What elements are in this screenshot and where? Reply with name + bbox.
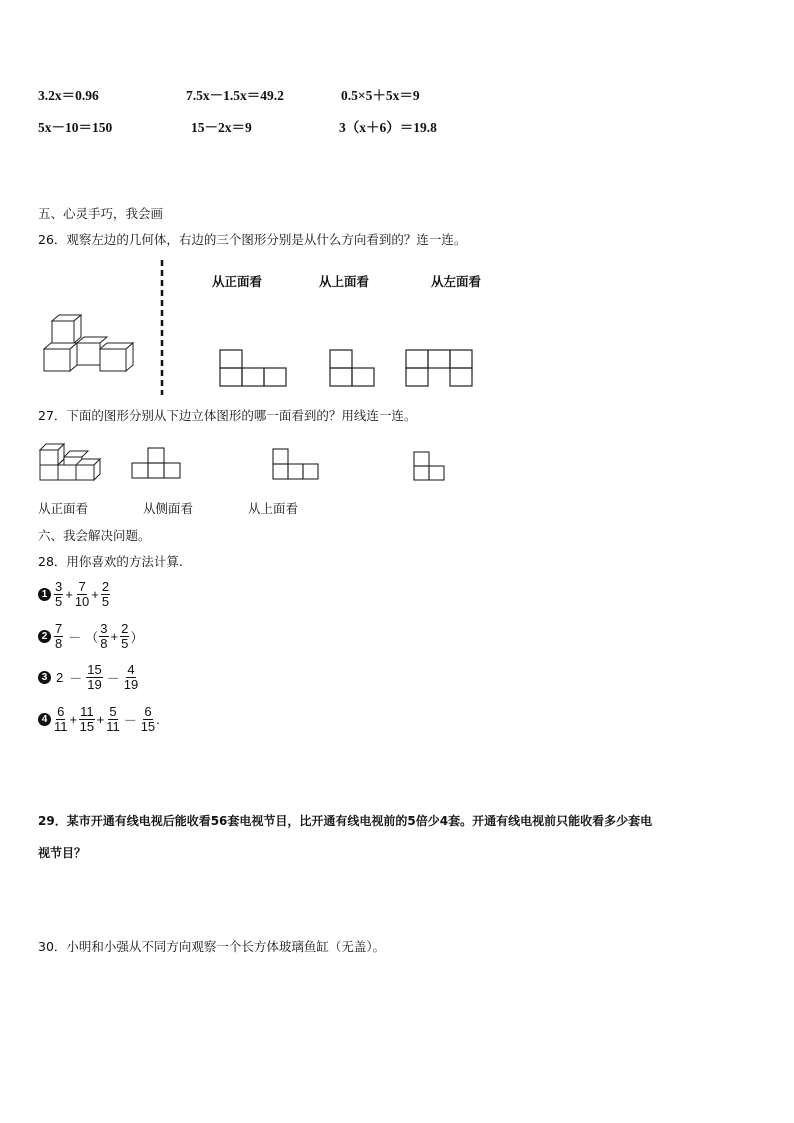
operator: － bbox=[69, 671, 83, 686]
question-29-line-1: 29．某市开通有线电视后能收看56套电视节目，比开通有线电视前的5倍少4套。开通有线电视前只能收看多少套电 bbox=[38, 814, 653, 828]
operator: － bbox=[123, 713, 137, 728]
section-heading: 五、心灵手巧，我会画 bbox=[38, 206, 164, 221]
period: . bbox=[156, 712, 160, 727]
operator: + bbox=[96, 712, 105, 727]
calc-item-2 bbox=[38, 622, 143, 651]
q26-view-shapes bbox=[210, 342, 480, 392]
equation: 15－2x＝9 bbox=[191, 120, 252, 135]
equation: 5x－10＝150 bbox=[38, 120, 113, 135]
fraction: $\frac{5}{11}$ bbox=[106, 704, 120, 734]
view-label-left: 从左面看 bbox=[431, 274, 482, 289]
fraction: $\frac{6}{15}$ bbox=[140, 704, 156, 734]
fraction: $\frac{3}{5}$ bbox=[55, 579, 63, 609]
question-27: 27．下面的图形分别从下边立体图形的哪一面看到的？用线连一连。 bbox=[38, 408, 417, 423]
fraction: $\frac{3}{8}$ bbox=[100, 621, 108, 651]
item-marker: 1 bbox=[38, 588, 51, 601]
equation: 7.5x－1.5x＝49.2 bbox=[186, 88, 284, 103]
q27-figures bbox=[36, 436, 456, 486]
item-marker: 2 bbox=[38, 630, 51, 643]
fraction: $\frac{4}{19}$ bbox=[123, 662, 139, 692]
q27-label-top: 从上面看 bbox=[248, 501, 299, 516]
equation: 3.2x＝0.96 bbox=[38, 88, 99, 103]
operator: + bbox=[69, 712, 78, 727]
operator: + bbox=[91, 587, 99, 602]
equation: 0.5×5＋5x＝9 bbox=[341, 88, 420, 103]
q26-solid-figure bbox=[40, 255, 170, 400]
question-26: 26．观察左边的几何体，右边的三个图形分别是从什么方向看到的？连一连。 bbox=[38, 232, 467, 247]
equation: 3（x＋6）＝19.8 bbox=[339, 120, 437, 135]
operator: + bbox=[110, 629, 119, 644]
question-28: 28．用你喜欢的方法计算. bbox=[38, 554, 183, 569]
calc-item-4 bbox=[38, 705, 160, 734]
fraction: $\frac{7}{10}$ bbox=[74, 579, 90, 609]
paren: （ bbox=[85, 630, 99, 645]
item-marker: 3 bbox=[38, 671, 51, 684]
whole-number: 2 bbox=[56, 670, 64, 685]
question-30: 30．小明和小强从不同方向观察一个长方体玻璃鱼缸（无盖）。 bbox=[38, 939, 386, 954]
fraction: $\frac{6}{11}$ bbox=[54, 704, 68, 734]
question-29-line-2: 视节目？ bbox=[38, 846, 87, 860]
fraction: $\frac{2}{5}$ bbox=[121, 621, 129, 651]
fraction: $\frac{2}{5}$ bbox=[101, 579, 110, 609]
paren: ） bbox=[130, 630, 144, 645]
view-label-front: 从正面看 bbox=[212, 274, 263, 289]
section-heading: 六、我会解决问题。 bbox=[38, 528, 151, 543]
calc-item-1 bbox=[38, 580, 111, 609]
operator: － bbox=[68, 630, 82, 645]
operator: － bbox=[106, 671, 120, 686]
q27-label-front: 从正面看 bbox=[38, 501, 89, 516]
view-label-top: 从上面看 bbox=[319, 274, 370, 289]
fraction: $\frac{11}{15}$ bbox=[79, 704, 95, 734]
fraction: $\frac{15}{19}$ bbox=[87, 662, 102, 692]
calc-item-3 bbox=[38, 663, 139, 692]
item-marker: 4 bbox=[38, 713, 51, 726]
q27-label-side: 从侧面看 bbox=[143, 501, 194, 516]
fraction: $\frac{7}{8}$ bbox=[55, 621, 63, 651]
operator: + bbox=[65, 587, 73, 602]
